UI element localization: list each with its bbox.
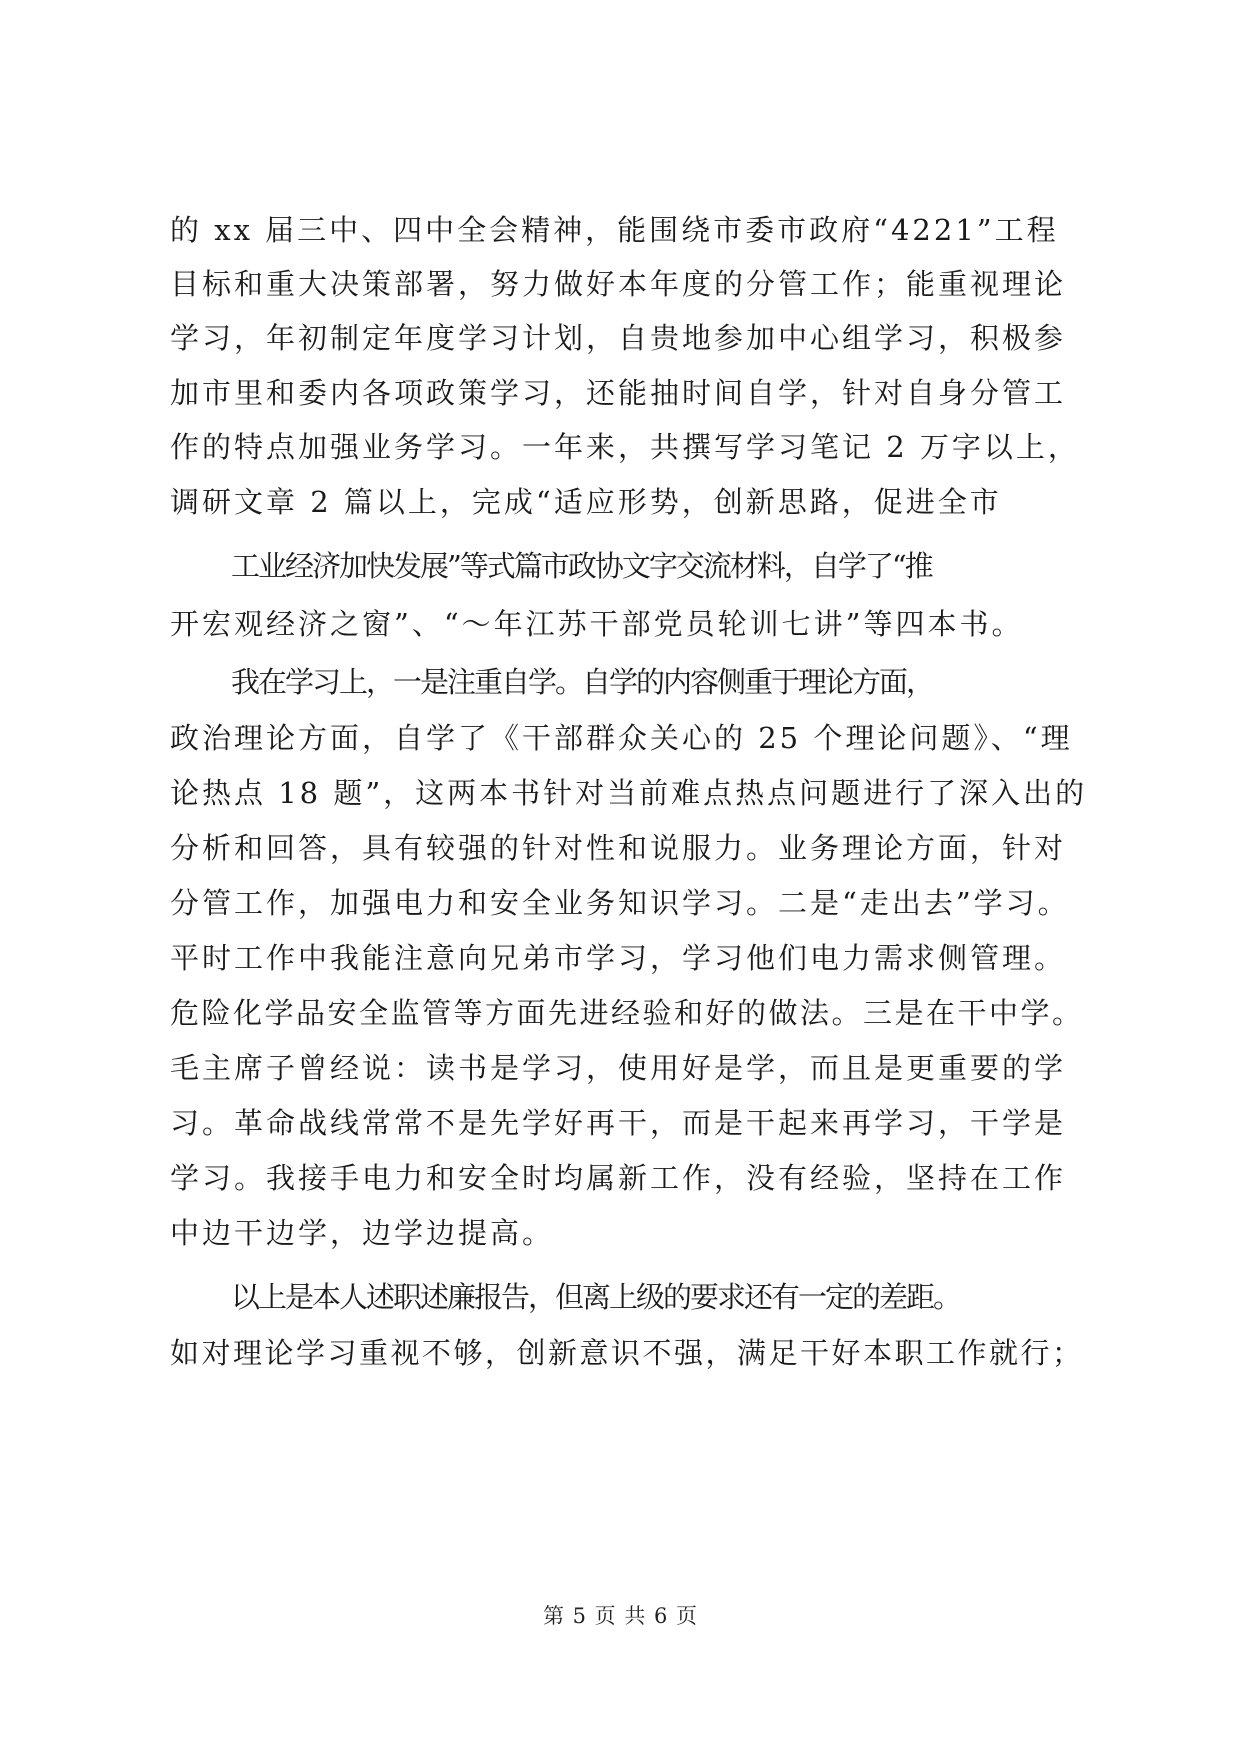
text-line: 学习。我接手电力和安全时均属新工作，没有经验，坚持在工作: [170, 1161, 1067, 1195]
page-number-footer: 第 5 页 共 6 页: [542, 1604, 699, 1628]
text-line: 政治理论方面，自学了《干部群众关心的 25 个理论问题》、“理: [170, 721, 1073, 755]
text-line: 作的特点加强业务学习。一年来，共撰写学习笔记 2 万字以上，: [170, 430, 1080, 464]
text-line: 毛主席子曾经说：读书是学习，使用好是学，而且是更重要的学: [170, 1051, 1067, 1085]
text-line: 调研文章 2 篇以上，完成“适应形势，创新思路，促进全市: [170, 485, 1002, 519]
text-line: 加市里和委内各项政策学习，还能抽时间自学，针对自身分管工: [170, 376, 1067, 410]
paragraph-start: 我在学习上，一是注重自学。自学的内容侧重于理论方面，: [231, 665, 934, 699]
text-line: 工业经济加快发展”等式篇市政协文字交流材料，自学了“推: [231, 549, 932, 583]
text-line: 习。革命战线常常不是先学好再干，而是干起来再学习，干学是: [170, 1106, 1067, 1140]
text-line: 如对理论学习重视不够，创新意识不强，满足干好本职工作就行；: [170, 1336, 1084, 1370]
text-line: 论热点 18 题”，这两本书针对当前难点热点问题进行了深入出的: [170, 776, 1088, 810]
text-line: 平时工作中我能注意向兄弟市学习，学习他们电力需求侧管理。: [170, 941, 1067, 975]
text-line: 分管工作，加强电力和安全业务知识学习。二是“走出去”学习。: [170, 886, 1070, 920]
text-line: 开宏观经济之窗”、“～年江苏干部党员轮训七讲”等四本书。: [170, 607, 1024, 641]
text-line: 学习，年初制定年度学习计划，自贵地参加中心组学习，积极参: [170, 321, 1067, 355]
text-line: 分析和回答，具有较强的针对性和说服力。业务理论方面，针对: [170, 831, 1067, 865]
text-line: 目标和重大决策部署，努力做好本年度的分管工作；能重视理论: [170, 267, 1067, 301]
text-line: 的 xx 届三中、四中全会精神，能围绕市委市政府“4221”工程: [170, 213, 1059, 247]
paragraph-start: 以上是本人述职述廉报告，但离上级的要求还有一定的差距。: [231, 1280, 961, 1314]
text-line: 危险化学品安全监管等方面先进经验和好的做法。三是在干中学。: [170, 996, 1084, 1030]
text-line: 中边干边学，边学边提高。: [170, 1216, 555, 1250]
